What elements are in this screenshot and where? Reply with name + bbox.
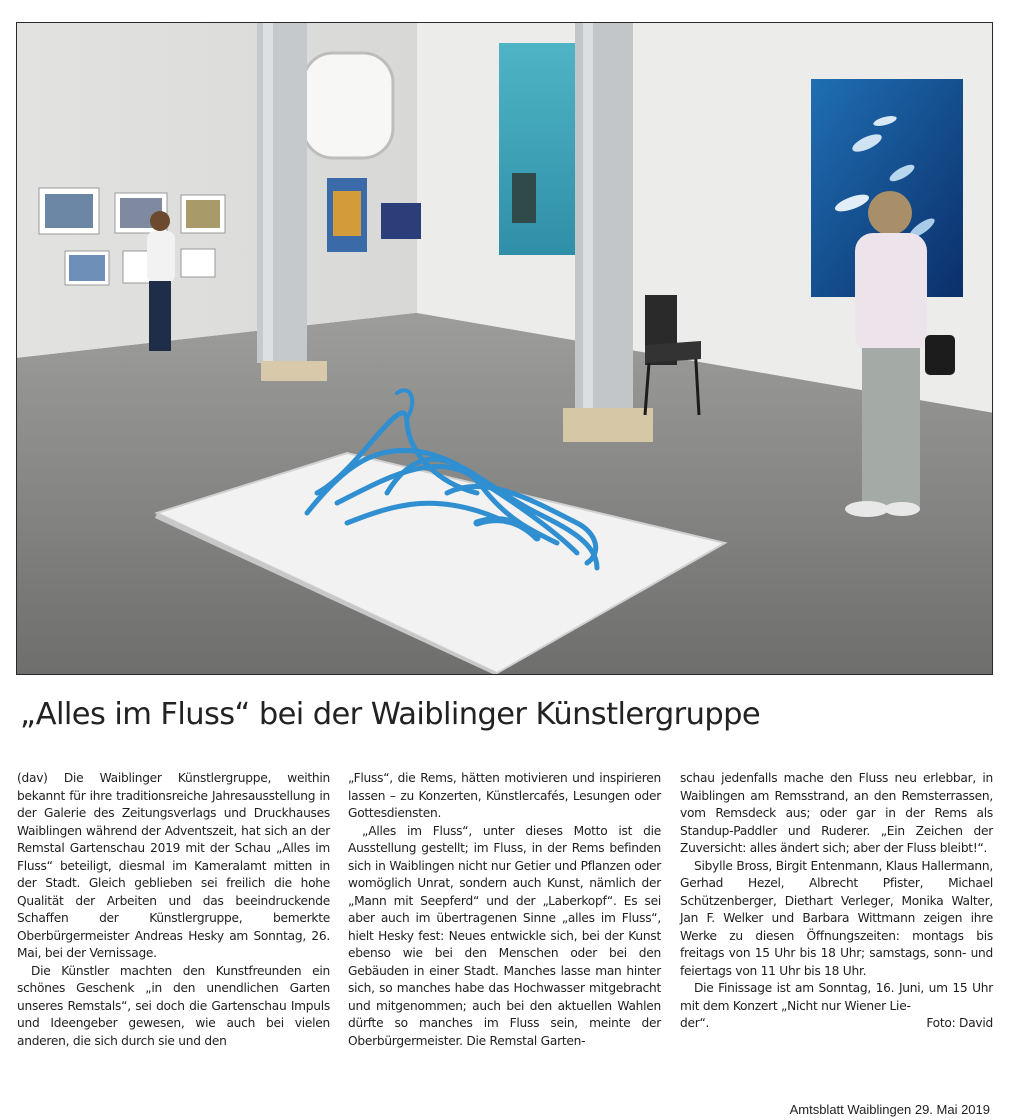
painting-small (181, 249, 215, 277)
shoe (845, 501, 889, 517)
painting-teal (499, 43, 585, 255)
article-column-2 (348, 770, 661, 1050)
painting-small-image (45, 194, 93, 228)
article-column-1 (17, 770, 330, 1050)
visitor-right-torso (855, 233, 927, 353)
photo-credit: Foto: David (926, 1016, 993, 1030)
visitor-right-bag (925, 335, 955, 375)
window (303, 53, 393, 158)
visitor-right-legs (862, 348, 920, 508)
article-paragraph: Die Künstler machten den Kunstfreunden ein schönes Geschenk „in den unendlichen Garten unseres Remstals“, sei doch die Gartenschau Impuls und Ideengeber gewesen, wie auch bei vielen anderen, die sich durch sie und den (17, 963, 330, 1048)
article-paragraph: Die Finissage ist am Sonntag, 16. Juni, um 15 Uhr mit dem Konzert „Nicht nur Wiener Lie- (680, 981, 993, 1013)
shoe (884, 502, 920, 516)
article-paragraph: „Alles im Fluss“, unter dieses Motto ist die Ausstellung gestellt; im Fluss, in der Rems befinden sich in Waiblingen nicht nur Getier und Pflanzen oder womöglich Unrat, sondern auch Kunst, nämlich der „Mann mit Seepferd“ und der „Laberkopf“. Es sei aber auch im übertragenen Sinne „alles im Fluss“, hielt Hesky fest: Neues entwickle sich, bei der Kunst ebenso wie bei den Menschen oder bei den Gebäuden in einer Stadt. Manches lasse man hinter sich, so manches habe das Hochwasser mitgebracht und mitgenommen; auch bei den aktuellen Wahlen dürfte so manches im Fluss sein, meinte der Oberbürgermeister. Die Remstal Garten- (348, 823, 661, 1048)
article-paragraph: „Fluss“, die Rems, hätten motivieren und inspirieren lassen – zu Konzerten, Künstlercafés, Lesungen oder Gottesdiensten. (348, 771, 661, 820)
pillar-highlight (583, 23, 593, 415)
article-paragraph: Sibylle Bross, Birgit Entenmann, Klaus Hallermann, Gerhad Hezel, Albrecht Pfister, Michael Schützenberger, Diethart Verleger, Monika Walter, Jan F. Welker und Barbara Wittmann zeigen ihre Werke zu diesen Öffnungszeiten: montags bis freitags von 15 Uhr bis 18 Uhr; samstags, sonn- und feiertags von 11 Uhr bis 18 Uhr. (680, 858, 993, 978)
painting-small-image (186, 200, 220, 228)
pillar-highlight (263, 23, 273, 363)
visitor-right-head (868, 191, 912, 235)
pillar-base (563, 408, 653, 442)
painting-dark (381, 203, 421, 239)
article-paragraph: (dav) Die Waiblinger Künstlergruppe, weithin bekannt für ihre traditionsreiche Jahresausstellung in der Galerie des Zeitungsverlags und Druckhauses Waiblingen während der Adventszeit, hat sich an der Remstal Gartenschau 2019 mit der Schau „Alles im Fluss“ beteiligt, diesmal im Kameralamt mitten in der Stadt. Gleich geblieben sei freilich die hohe Qualität der Arbeiten und das beeindruckende Schaffen der Künstlergruppe, bemerkte Oberbürgermeister Andreas Hesky am Sonntag, 26. Mai, bei der Vernissage. (17, 771, 330, 960)
gallery-photo-drawing (17, 23, 993, 675)
painting-teal-figure (512, 173, 536, 223)
article-last-words: der“. (680, 1016, 710, 1030)
visitor-left-torso (147, 231, 175, 283)
visitor-left-legs (149, 281, 171, 351)
article-headline: „Alles im Fluss“ bei der Waiblinger Künstlergruppe (20, 697, 761, 732)
article-paragraph: schau jedenfalls mache den Fluss neu erlebbar, in Waiblingen am Remsstrand, an den Remsterrassen, vom Remsdeck aus; oder gar in der Rems als Standup-Paddler und Ruderer. „Ein Zeichen der Zuversicht: alles ändert sich; aber der Fluss bleibt!“. (680, 771, 993, 855)
gallery-photo (16, 22, 993, 675)
article-last-line (680, 1015, 993, 1033)
article-column-3 (680, 770, 993, 1033)
painting-colorful-detail (333, 191, 361, 236)
painting-small-image (69, 255, 105, 281)
visitor-left-head (150, 211, 170, 231)
pillar-base (261, 361, 327, 381)
source-footer: Amtsblatt Waiblingen 29. Mai 2019 (789, 1102, 990, 1117)
